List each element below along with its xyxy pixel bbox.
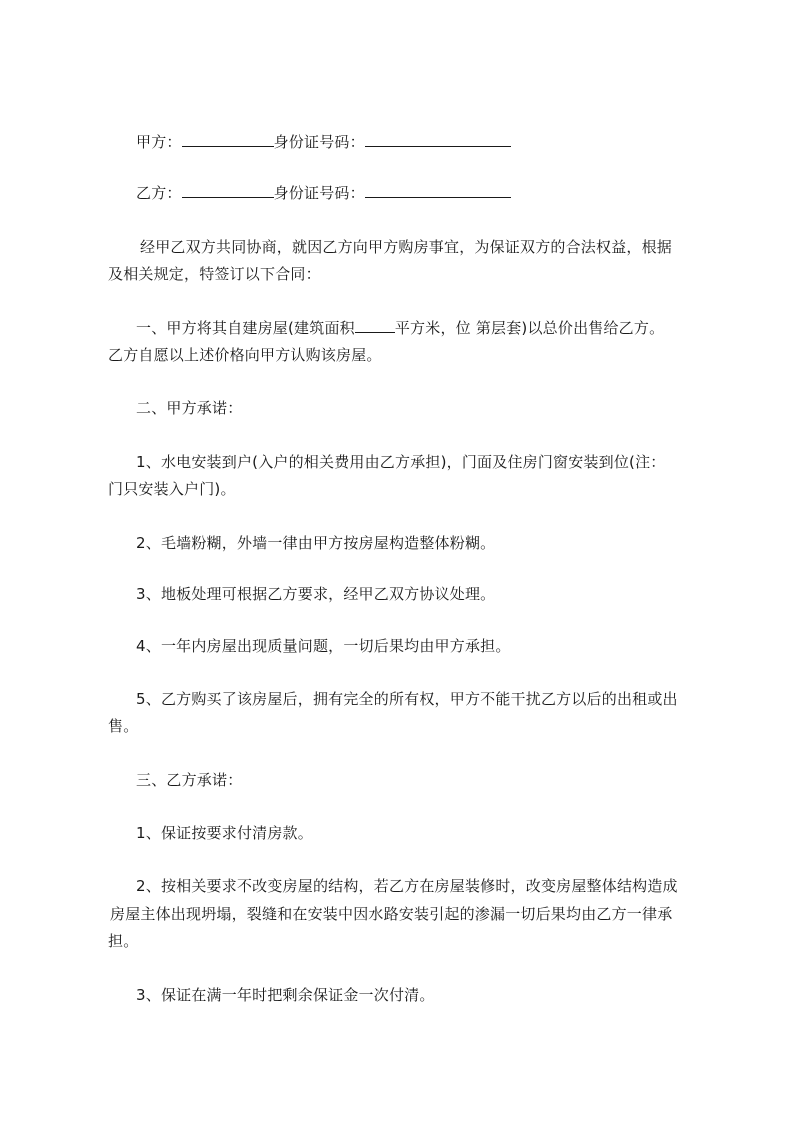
section-2-item-2: 2、毛墙粉糊，外墙一律由甲方按房屋构造整体粉糊。 bbox=[136, 534, 496, 552]
section-3-item-3: 3、保证在满一年时把剩余保证金一次付清。 bbox=[136, 986, 435, 1004]
section-2-item-4: 4、一年内房屋出现质量问题，一切后果均由甲方承担。 bbox=[136, 637, 511, 655]
clause-1-text-a: 一、甲方将其自建房屋(建筑面积 bbox=[136, 319, 355, 337]
section-3-item-1: 1、保证按要求付清房款。 bbox=[136, 824, 313, 842]
party-b-id-blank[interactable] bbox=[365, 183, 511, 198]
clause-1-line-2: 乙方自愿以上述价格向甲方认购该房屋。 bbox=[108, 346, 382, 364]
party-b-id-label: 身份证号码： bbox=[273, 184, 365, 202]
area-blank[interactable] bbox=[355, 318, 395, 333]
party-b-label: 乙方： bbox=[136, 184, 182, 202]
intro-line-1: 经甲乙双方共同协商，就因乙方向甲方购房事宜，为保证双方的合法权益，根据 bbox=[140, 238, 673, 256]
clause-1-line-1 bbox=[136, 318, 776, 338]
section-2-item-5-line-1: 5、乙方购买了该房屋后，拥有完全的所有权，甲方不能干扰乙方以后的出租或出 bbox=[136, 690, 678, 708]
party-b-name-blank[interactable] bbox=[182, 183, 274, 198]
section-2-item-3: 3、地板处理可根据乙方要求，经甲乙双方协议处理。 bbox=[136, 585, 496, 603]
section-2-item-1-line-2: 门只安装入户门)。 bbox=[108, 480, 236, 498]
section-3-item-2-line-2: 房屋主体出现坍塌，裂缝和在安装中因水路安装引起的渗漏一切后果均由乙方一律承 bbox=[110, 905, 673, 923]
section-3-item-2-line-3: 担。 bbox=[108, 932, 139, 950]
section-3-item-2-line-1: 2、按相关要求不改变房屋的结构，若乙方在房屋装修时，改变房屋整体结构造成 bbox=[136, 877, 678, 895]
intro-line-2: 及相关规定，特签订以下合同： bbox=[108, 265, 321, 283]
section-2-item-5-line-2: 售。 bbox=[108, 717, 139, 735]
section-3-heading: 三、乙方承诺： bbox=[136, 771, 243, 789]
section-2-item-1-line-1: 1、水电安装到户(入户的相关费用由乙方承担)，门面及住房门窗安装到位(注： bbox=[136, 453, 666, 471]
party-a-line bbox=[136, 132, 776, 152]
party-a-id-blank[interactable] bbox=[365, 132, 511, 147]
clause-1-text-b: 平方米，位 第层套)以总价出售给乙方。 bbox=[394, 319, 665, 337]
party-a-label: 甲方： bbox=[136, 133, 182, 151]
party-a-name-blank[interactable] bbox=[182, 132, 274, 147]
party-a-id-label: 身份证号码： bbox=[273, 133, 365, 151]
section-2-heading: 二、甲方承诺： bbox=[136, 399, 243, 417]
party-b-line bbox=[136, 183, 776, 203]
